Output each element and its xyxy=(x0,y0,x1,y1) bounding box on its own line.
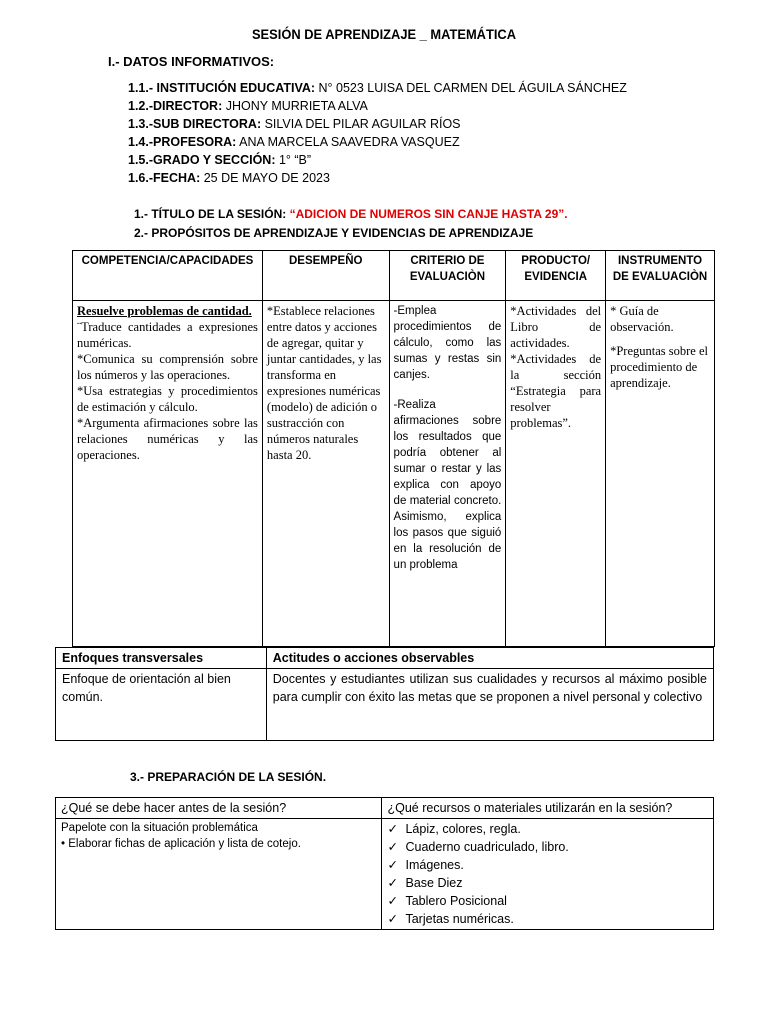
info-line: 1.6.-FECHA: 25 DE MAYO DE 2023 xyxy=(128,171,330,185)
header-desempeno: DESEMPEÑO xyxy=(262,251,389,301)
section-propositos: 2.- PROPÓSITOS DE APRENDIZAJE Y EVIDENCIAS DE APRENDIZAJE xyxy=(134,226,534,240)
before-cell xyxy=(56,819,382,930)
resources-header: ¿Qué recursos o materiales utilizarán en la sesión? xyxy=(382,798,714,819)
section-preparacion: 3.- PREPARACIÓN DE LA SESIÓN. xyxy=(130,770,327,784)
document-title: SESIÓN DE APRENDIZAJE _ MATEMÁTICA xyxy=(251,26,517,42)
instrumento-item: *Preguntas sobre el procedimiento de aprendizaje. xyxy=(610,344,709,390)
producto-item: *Actividades de la sección “Estrategia para resolver problemas”. xyxy=(510,352,602,430)
check-icon: ✓ xyxy=(387,840,398,854)
info-line: 1.4.-PROFESORA: ANA MARCELA SAAVEDRA VASQUEZ xyxy=(128,135,460,149)
enfoque-value: Enfoque de orientación al bien común. xyxy=(56,669,267,741)
actitudes-header: Actitudes o acciones observables xyxy=(266,648,713,669)
criterio-item: -Realiza afirmaciones sobre los resultados que podría obtener al sumar o restar y las explica con apoyo de material concreto. Asimismo, explica los pasos que siguió en la resolución de un problema xyxy=(393,399,502,571)
before-item: • Elaborar fichas de aplicación y lista de cotejo. xyxy=(61,838,301,850)
info-line: 1.3.-SUB DIRECTORA: SILVIA DEL PILAR AGUILAR RÍOS xyxy=(128,117,461,131)
info-line: 1.2.-DIRECTOR: JHONY MURRIETA ALVA xyxy=(128,99,368,113)
check-icon: ✓ xyxy=(387,858,398,872)
competencia-title: Resuelve problemas de cantidad. xyxy=(77,304,252,318)
list-item: ✓ Base Diez xyxy=(387,876,463,890)
section-datos-informativos: I.- DATOS INFORMATIVOS: xyxy=(108,54,275,69)
producto-item: *Actividades del Libro de actividades. xyxy=(510,304,602,350)
enfoques-header: Enfoques transversales xyxy=(56,648,267,669)
check-icon: ✓ xyxy=(387,822,398,836)
list-item: ✓ Lápiz, colores, regla. xyxy=(387,822,521,836)
preparation-table xyxy=(55,797,714,930)
enfoques-table xyxy=(55,647,714,741)
criterio-item: -Emplea procedimientos de cálculo, como las sumas y restas sin canjes. xyxy=(393,305,502,381)
list-item: ✓ Tablero Posicional xyxy=(387,894,507,908)
instrumento-cell xyxy=(606,301,715,647)
competencia-item: ¨Traduce cantidades a expresiones numéricas. xyxy=(77,320,258,350)
competencia-item: *Usa estrategias y procedimientos de estimación y cálculo. xyxy=(77,384,258,414)
competencia-item: *Argumenta afirmaciones sobre las relaciones numéricas y las operaciones. xyxy=(77,416,258,462)
before-item: Papelote con la situación problemática xyxy=(61,822,258,834)
info-line: 1.5.-GRADO Y SECCIÓN: 1° “B” xyxy=(128,153,312,167)
purposes-table xyxy=(72,250,715,647)
competencia-cell xyxy=(73,301,263,647)
resources-cell xyxy=(382,819,714,930)
actitudes-value: Docentes y estudiantes utilizan sus cualidades y recursos al máximo posible para cumplir con éxito las metas que se proponen a nivel personal y colectivo xyxy=(266,669,713,741)
list-item: ✓ Imágenes. xyxy=(387,858,464,872)
competencia-item: *Comunica su comprensión sobre los números y las operaciones. xyxy=(77,352,258,382)
header-instrumento: INSTRUMENTO DE EVALUACIÒN xyxy=(606,251,715,301)
check-icon: ✓ xyxy=(387,876,398,890)
criterio-cell xyxy=(389,301,506,647)
producto-cell xyxy=(506,301,606,647)
instrumento-item: * Guía de observación. xyxy=(610,304,674,334)
resources-list xyxy=(387,820,708,928)
info-line: 1.1.- INSTITUCIÓN EDUCATIVA: N° 0523 LUISA DEL CARMEN DEL ÁGUILA SÁNCHEZ xyxy=(128,81,627,95)
session-title: 1.- TÍTULO DE LA SESIÓN: “ADICION DE NUMEROS SIN CANJE HASTA 29”. xyxy=(134,207,568,221)
header-producto: PRODUCTO/ EVIDENCIA xyxy=(506,251,606,301)
list-item: ✓ Tarjetas numéricas. xyxy=(387,912,514,926)
list-item: ✓ Cuaderno cuadriculado, libro. xyxy=(387,840,569,854)
before-header: ¿Qué se debe hacer antes de la sesión? xyxy=(56,798,382,819)
header-criterio: CRITERIO DE EVALUACIÒN xyxy=(389,251,506,301)
desempeno-cell: *Establece relaciones entre datos y acciones de agregar, quitar y juntar cantidades, y las transforma en expresiones numéricas (modelo) de adición o sustracción con números naturales hasta 20. xyxy=(262,301,389,647)
header-competencia: COMPETENCIA/CAPACIDADES xyxy=(73,251,263,301)
check-icon: ✓ xyxy=(387,912,398,926)
check-icon: ✓ xyxy=(387,894,398,908)
